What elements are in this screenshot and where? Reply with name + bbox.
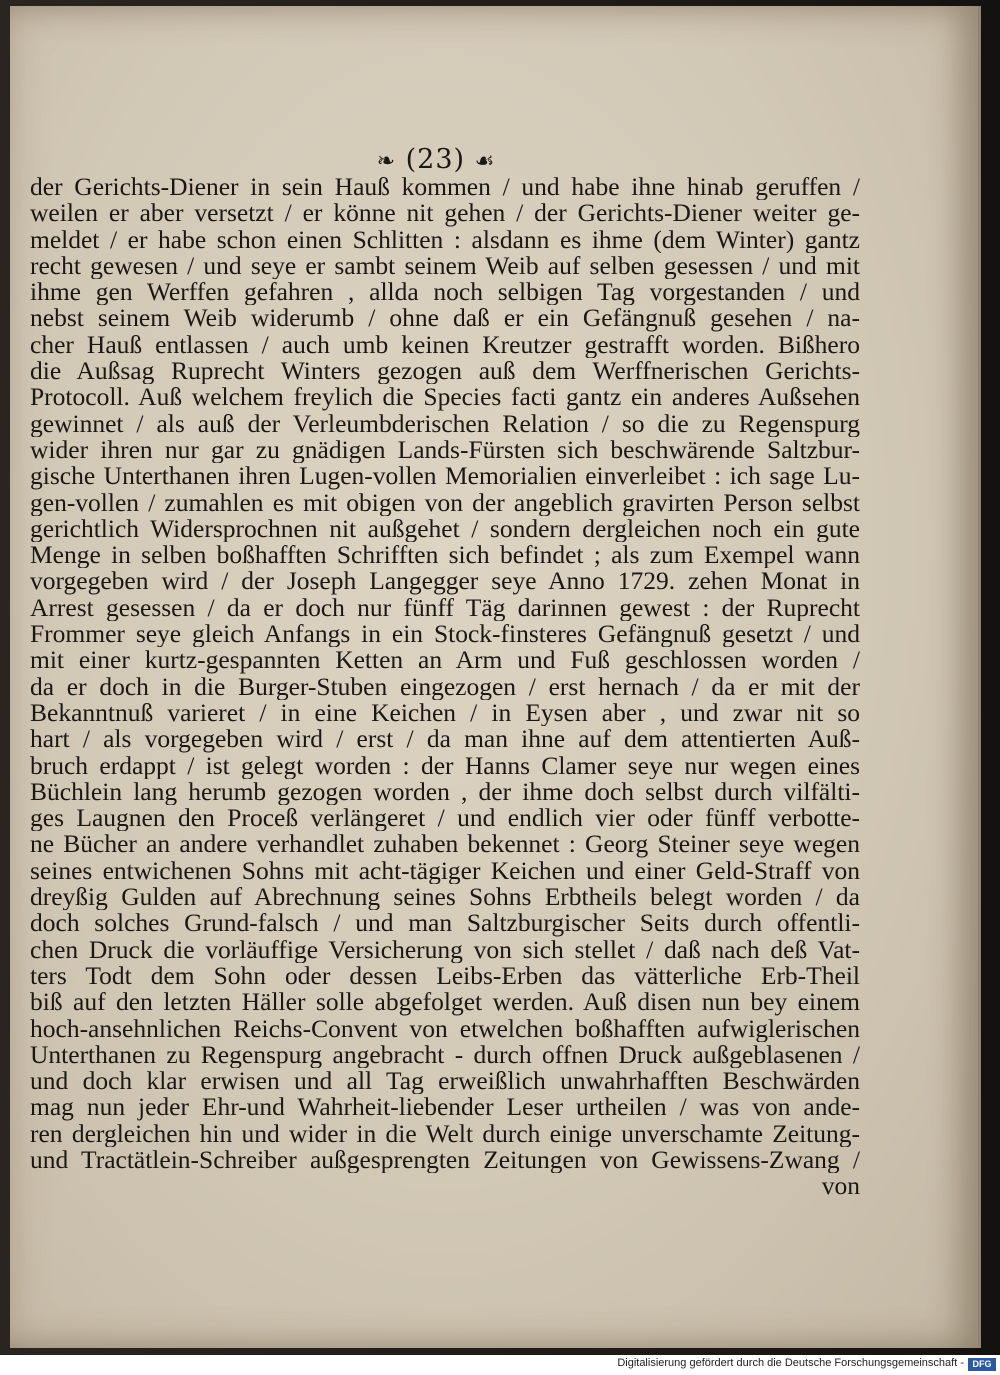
text-line: der Gerichts-Diener in sein Hauß kommen / und habe ihne hinab geruffen / bbox=[30, 174, 860, 201]
dfg-logo: DFG bbox=[968, 1358, 996, 1371]
text-line: hart / als vorgegeben wird / erst / da man ihne auf dem attentierten Auß- bbox=[30, 726, 860, 753]
footer-bar bbox=[0, 1355, 1000, 1375]
text-line: gerichtlich Widersprochnen nit außgehet / sondern dergleichen noch ein gute bbox=[30, 515, 860, 543]
text-line: recht gewesen / und seye er sambt seinem Weib auf selben gesessen / und mit bbox=[30, 252, 860, 280]
text-line: gische Unterthanen ihren Lugen-vollen Memorialien einverleibet : ich sage Lu- bbox=[30, 463, 860, 490]
text-line: wider ihren nur gar zu gnädigen Lands-Fürsten sich beschwärende Saltzbur- bbox=[30, 436, 860, 464]
text-line: nebst seinem Weib widerumb / ohne daß er ein Gefängnuß gesehen / na- bbox=[30, 305, 860, 332]
text-line: gewinnet / als auß der Verleumbderischen Relation / so die zu Regenspurg bbox=[30, 410, 860, 437]
text-line: biß auf den letzten Häller solle abgefolget werden. Auß disen nun bey einem bbox=[30, 989, 860, 1016]
text-line: mag nun jeder Ehr-und Wahrheit-liebender Leser urtheilen / was von ande- bbox=[30, 1094, 860, 1121]
text-line: hoch-ansehnlichen Reichs-Convent von etwelchen boßhafften aufwiglerischen bbox=[30, 1015, 860, 1042]
funding-credit: Digitalisierung gefördert durch die Deutsche Forschungsgemeinschaft - bbox=[617, 1357, 964, 1369]
text-line: Protocoll. Auß welchem freylich die Species facti gantz ein anderes Außsehen bbox=[30, 384, 860, 411]
text-line: meldet / er habe schon einen Schlitten : alsdann es ihme (dem Winter) gantz bbox=[30, 226, 860, 253]
text-line: bruch erdappt / ist gelegt worden : der Hanns Clamer seye nur wegen eines bbox=[30, 752, 860, 779]
text-line: seines entwichenen Sohns mit acht-tägiger Keichen und einer Geld-Straff von bbox=[30, 857, 860, 885]
ornament-right-icon: ☙ bbox=[474, 149, 496, 174]
text-line: dreyßig Gulden auf Abrechnung seines Sohns Erbtheils belegt worden / da bbox=[30, 884, 860, 911]
text-line: ne Bücher an andere verhandlet zuhaben bekennet : Georg Steiner seye wegen bbox=[30, 831, 860, 858]
text-line: mit einer kurtz-gespannten Ketten an Arm und Fuß geschlossen worden / bbox=[30, 647, 860, 674]
text-line: weilen er aber versetzt / er könne nit gehen / der Gerichts-Diener weiter ge- bbox=[30, 200, 860, 227]
text-line: doch solches Grund-falsch / und man Saltzburgischer Seits durch offentli- bbox=[30, 910, 860, 937]
text-line: und doch klar erwisen und all Tag erweißlich unwahrhafften Beschwärden bbox=[30, 1068, 860, 1095]
text-line: Bekanntnuß varieret / in eine Keichen / in Eysen aber , und zwar nit so bbox=[30, 699, 860, 727]
text-line: die Außsag Ruprecht Winters gezogen auß dem Werffnerischen Gerichts- bbox=[30, 358, 860, 385]
text-line: vorgegeben wird / der Joseph Langegger seye Anno 1729. zehen Monat in bbox=[30, 568, 860, 595]
text-line: Frommer seye gleich Anfangs in ein Stock-finsteres Gefängnuß gesetzt / und bbox=[30, 621, 860, 648]
text-line: und Tractätlein-Schreiber außgesprengten Zeitungen von Gewissens-Zwang / bbox=[30, 1146, 860, 1174]
text-line: chen Druck die vorläuffige Versicherung von sich stellet / daß nach deß Vat- bbox=[30, 936, 860, 963]
text-line: gen-vollen / zumahlen es mit obigen von der angeblich gravirten Person selbst bbox=[30, 489, 860, 516]
text-line: ihme gen Werffen gefahren , allda noch selbigen Tag vorgestanden / und bbox=[30, 279, 860, 306]
ornament-left-icon: ❧ bbox=[376, 149, 397, 174]
text-line: ges Laugnen den Proceß verlängeret / und endlich vier oder fünff verbotte- bbox=[30, 805, 860, 832]
text-line: Menge in selben boßhafften Schrifften sich befindet ; als zum Exempel wann bbox=[30, 542, 860, 569]
body-text bbox=[30, 174, 860, 1200]
document-page bbox=[10, 6, 981, 1348]
text-line: Arrest gesessen / da er doch nur fünff Täg darinnen gewest : der Ruprecht bbox=[30, 594, 860, 622]
text-line: da er doch in die Burger-Stuben eingezogen / erst hernach / da er mit der bbox=[30, 673, 860, 700]
text-line: ren dergleichen hin und wider in die Welt durch einige unverschamte Zeitung- bbox=[30, 1120, 860, 1147]
page-number: (23) bbox=[405, 144, 466, 175]
text-line: ters Todt dem Sohn oder dessen Leibs-Erben das vätterliche Erb-Theil bbox=[30, 962, 860, 990]
text-line: Unterthanen zu Regenspurg angebracht - durch offnen Druck außgeblasenen / bbox=[30, 1041, 860, 1069]
text-line: Büchlein lang herumb gezogen worden , der ihme doch selbst durch vilfälti- bbox=[30, 778, 860, 806]
catchword: von bbox=[821, 1173, 860, 1200]
page-header bbox=[10, 144, 862, 175]
text-line: cher Hauß entlassen / auch umb keinen Kreutzer gestrafft worden. Bißhero bbox=[30, 331, 860, 359]
